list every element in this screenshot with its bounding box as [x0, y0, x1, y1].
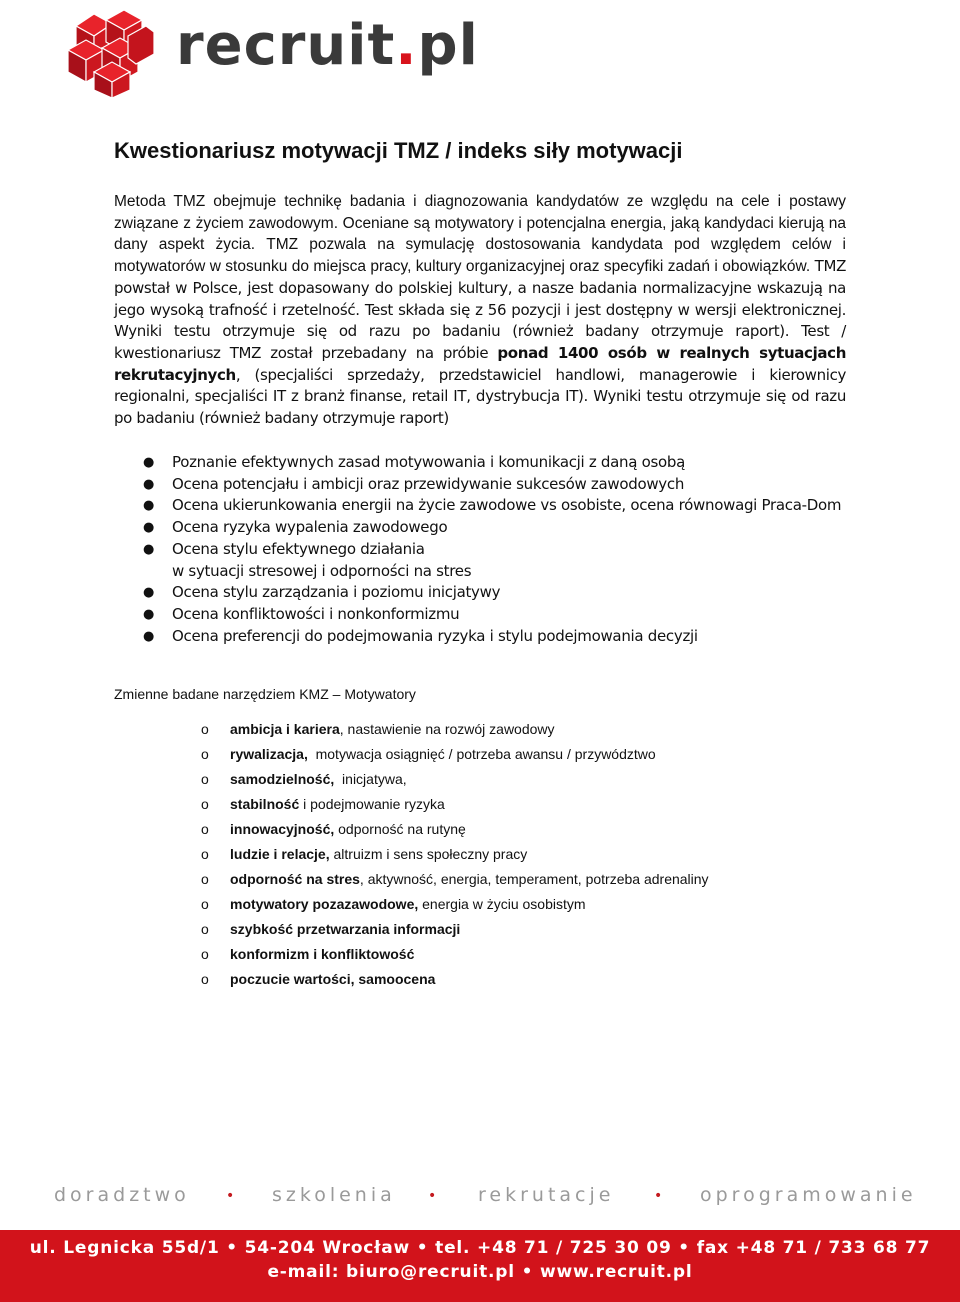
service-separator-icon: •: [226, 1188, 235, 1204]
variable-item: [114, 843, 709, 868]
variable-desc: , nastawienie na rozwój zawodowy: [339, 721, 555, 737]
service-separator-icon: •: [428, 1188, 437, 1204]
circle-bullet-icon: o: [201, 896, 209, 912]
goal-text-line2: w sytuacji stresowej i odporności na stres: [172, 561, 472, 580]
bullet-icon: ●: [143, 628, 155, 644]
intro-paragraph: [114, 191, 846, 430]
services-strip: [0, 1184, 960, 1218]
variable-name: stabilność: [230, 796, 300, 812]
brand-wordmark: [176, 13, 479, 78]
variable-item: [114, 968, 709, 993]
brand-tld: pl: [417, 13, 479, 78]
circle-bullet-icon: o: [201, 946, 209, 962]
variable-name: innowacyjność,: [230, 821, 335, 837]
goal-text: Ocena stylu efektywnego działania: [172, 539, 425, 558]
variable-desc: motywacja osiągnięć / potrzeba awansu / przywództwo: [307, 746, 656, 762]
circle-bullet-icon: o: [201, 746, 209, 762]
variable-desc: energia w życiu osobistym: [418, 896, 586, 912]
variable-item: [114, 793, 709, 818]
circle-bullet-icon: o: [201, 771, 209, 787]
circle-bullet-icon: o: [201, 871, 209, 887]
bullet-icon: ●: [143, 498, 155, 514]
intro-part-4: Test składa się z 56 pozycji i jest dostępny w wersji elektronicznej. Wyniki testu otrzymuje się od razu po badaniu (również badany otrzymuje raport). Test / kwestionariusz TMZ został przebadany na próbie: [114, 300, 846, 362]
goal-item: [114, 517, 874, 539]
bullet-icon: ●: [143, 476, 155, 492]
variable-name: szybkość przetwarzania informacji: [230, 921, 461, 937]
page-title: Kwestionariusz motywacji TMZ / indeks siły motywacji: [114, 138, 683, 163]
goal-text: Ocena preferencji do podejmowania ryzyka i stylu podejmowania decyzji: [172, 626, 698, 645]
circle-bullet-icon: o: [201, 796, 209, 812]
variable-item: [114, 818, 709, 843]
goal-text: Ocena ukierunkowania energii na życie zawodowe vs osobiste, ocena równowagi Praca-Dom: [172, 496, 842, 515]
circle-bullet-icon: o: [201, 921, 209, 937]
goal-text: Poznanie efektywnych zasad motywowania i komunikacji z daną osobą: [172, 453, 685, 471]
variables-list: [114, 718, 709, 993]
bullet-icon: ●: [143, 585, 155, 601]
variable-desc: odporność na rutynę: [334, 821, 466, 837]
brand-main: recruit: [176, 13, 396, 78]
goal-item: [114, 604, 874, 626]
goal-text: Ocena konfliktowości i nonkonformizmu: [172, 604, 460, 623]
service-oprogramowanie: oprogramowanie: [700, 1184, 917, 1206]
circle-bullet-icon: o: [201, 971, 209, 987]
goal-item: [114, 539, 874, 582]
variables-subheading: Zmienne badane narzędziem KMZ – Motywatory: [114, 686, 416, 702]
recruit-logo: [66, 6, 479, 98]
variable-item: [114, 943, 709, 968]
circle-bullet-icon: o: [201, 821, 209, 837]
bullet-icon: ●: [143, 541, 155, 557]
goal-item: [114, 452, 874, 474]
variable-name: motywatory pozazawodowe,: [230, 896, 419, 912]
variable-name: konformizm i konfliktowość: [230, 946, 415, 962]
intro-part-3: TMZ powstał w Polsce, jest dopasowany do polskiej kultury, a nasze badania normalizacyjne wskazują na jego wysoką trafność i rzetelność.: [114, 257, 847, 319]
goal-item: [114, 626, 874, 648]
footer-contact: e-mail: biuro@recruit.pl • www.recruit.pl: [267, 1262, 693, 1282]
footer-address: ul. Legnicka 55d/1 • 54-204 Wrocław • tel. +48 71 / 725 30 09 • fax +48 71 / 733 68 77: [29, 1238, 931, 1258]
variable-name: rywalizacja,: [230, 746, 308, 762]
variable-item: [114, 743, 709, 768]
contact-footer: [0, 1230, 960, 1302]
variable-name: poczucie wartości, samoocena: [230, 971, 436, 987]
goal-item: [114, 582, 874, 604]
bullet-icon: ●: [143, 455, 155, 470]
variable-item: [114, 893, 709, 918]
variable-item: [114, 918, 709, 943]
service-separator-icon: •: [654, 1188, 663, 1204]
variable-name: ludzie i relacje,: [230, 846, 330, 862]
circle-bullet-icon: o: [201, 721, 209, 737]
variable-name: ambicja i kariera: [230, 721, 340, 737]
service-doradztwo: doradztwo: [54, 1184, 190, 1206]
variable-item: [114, 718, 709, 743]
variable-desc: altruizm i sens społeczny pracy: [329, 846, 528, 862]
red-cubes-logo-icon: [66, 6, 156, 98]
service-szkolenia: szkolenia: [272, 1184, 396, 1206]
intro-part-2: TMZ pozwala na symulację dostosowania kandydata pod względem celów i motywatorów w stosunku do miejsca pracy, kultury organizacyjnej oraz specyfiki zadań i obowiązków.: [114, 236, 847, 276]
bullet-icon: ●: [143, 520, 155, 536]
goal-item: [114, 474, 874, 496]
service-rekrutacje: rekrutacje: [478, 1184, 615, 1206]
variable-item: [114, 868, 709, 893]
circle-bullet-icon: o: [201, 846, 209, 862]
goals-list: [114, 452, 874, 647]
intro-part-1: Metoda TMZ obejmuje technikę badania i diagnozowania kandydatów ze względu na cele i postawy związane z życiem zawodowym. Oceniane są motywatory i potencjalna energia, jaką kandydaci kierują na dany aspekt życia.: [114, 193, 846, 254]
variable-name: samodzielność,: [230, 771, 335, 787]
intro-part-5: , (specjaliści sprzedaży, przedstawiciel handlowi, managerowie i kierownicy regionalni, specjaliści IT z branż finanse, retail IT, dystrybucja IT). Wyniki testu otrzymuje się od razu po badaniu (również badany otrzymuje raport): [114, 365, 846, 428]
variable-desc: i podejmowanie ryzyka: [299, 796, 445, 812]
brand-dot: .: [395, 13, 418, 78]
variable-name: odporność na stres: [230, 871, 360, 887]
bullet-icon: ●: [143, 606, 155, 622]
goal-item: [114, 495, 874, 517]
goal-text: Ocena potencjału i ambicji oraz przewidywanie sukcesów zawodowych: [172, 474, 685, 493]
variable-item: [114, 768, 709, 793]
goal-text: Ocena ryzyka wypalenia zawodowego: [172, 518, 448, 537]
variable-desc: , aktywność, energia, temperament, potrzeba adrenaliny: [359, 871, 709, 887]
goal-text: Ocena stylu zarządzania i poziomu inicjatywy: [172, 583, 501, 602]
intro-bold-sample: ponad 1400 osób w realnych sytuacjach rekrutacyjnych: [114, 343, 847, 384]
variable-desc: inicjatywa,: [334, 771, 407, 787]
